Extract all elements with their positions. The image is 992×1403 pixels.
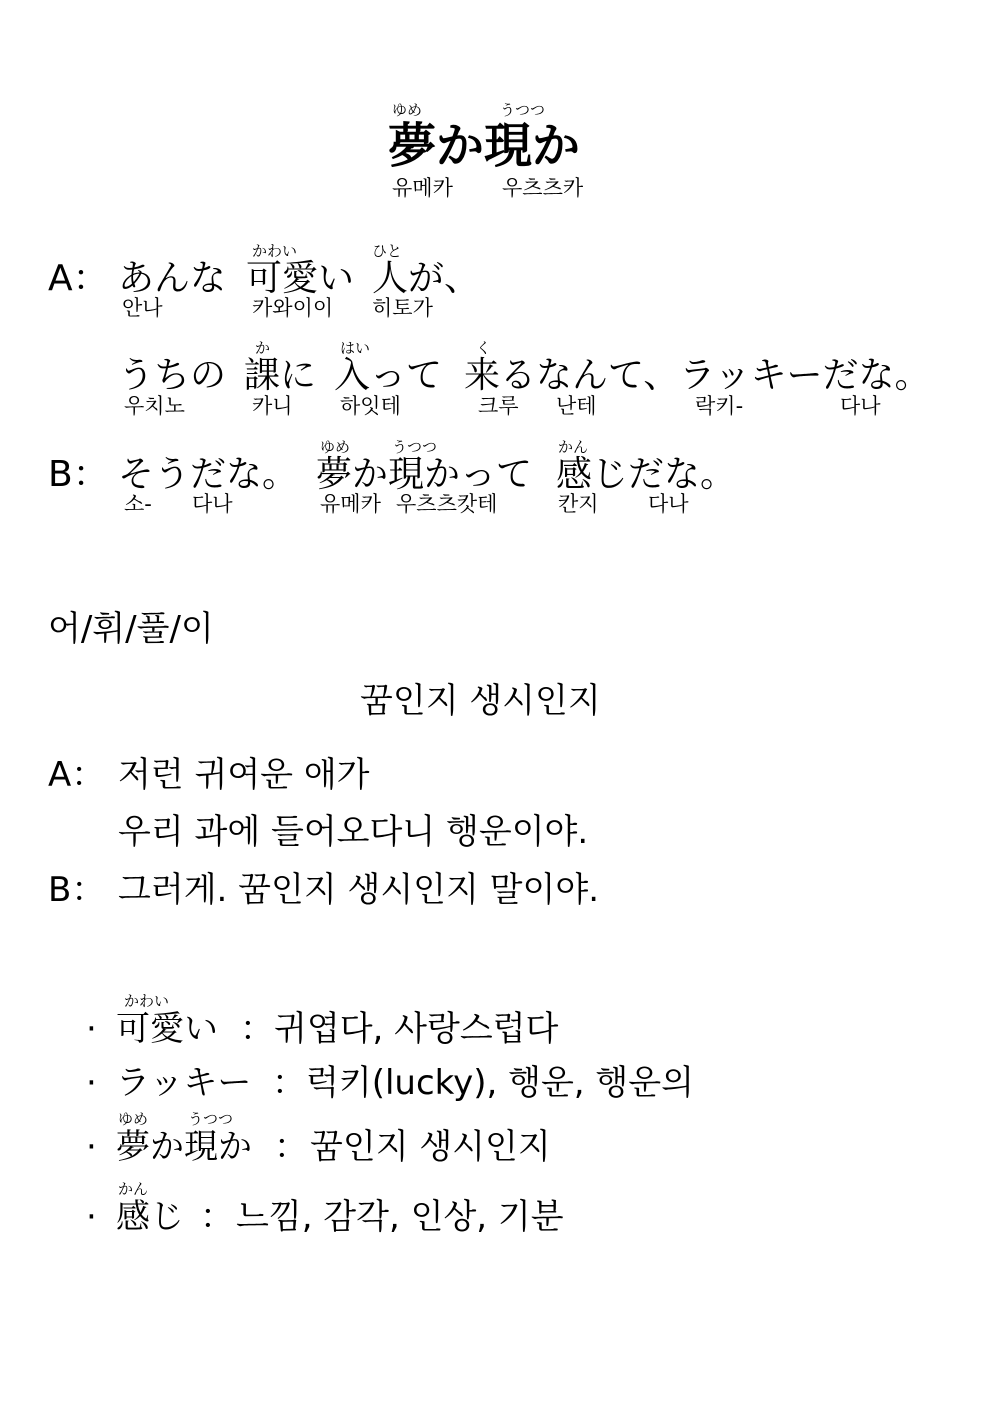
- jp-b1-segment-3: 感じだな。: [556, 454, 737, 495]
- jp-a1-ruby-2: かわい: [252, 242, 298, 260]
- jp-a2-reading-1: 우치노: [124, 394, 185, 418]
- jp-a2-segment-1: うちの: [118, 355, 227, 396]
- jp-a2-ruby-2: か: [255, 339, 271, 357]
- ko-b-line-1: 그러게. 꿈인지 생시인지 말이야.: [118, 870, 600, 910]
- jp-a2-reading-2: 카니: [252, 394, 293, 418]
- jp-b1-reading-3: 유메카: [320, 492, 381, 516]
- jp-a1-segment-3: 人が、: [372, 258, 481, 299]
- vocab-bullet: ·: [86, 1009, 97, 1049]
- vocab-separator: ：: [274, 1127, 308, 1167]
- vocab-term: 感じ: [116, 1197, 184, 1237]
- jp-b1-reading-6: 다나: [648, 492, 689, 516]
- jp-b1-reading-5: 칸지: [558, 492, 599, 516]
- jp-a2-ruby-4: く: [476, 339, 492, 357]
- ko-speaker-b: B：: [48, 870, 106, 910]
- jp-a2-segment-2: 課に: [244, 355, 317, 396]
- jp-a1-segment-1: あんな: [118, 258, 227, 299]
- jp-a2-reading-3: 하잇테: [340, 394, 401, 418]
- jp-a1-ruby-3: ひと: [372, 242, 403, 260]
- title-reading-right: 우츠츠카: [502, 176, 584, 200]
- speaker-b: B：: [48, 454, 109, 495]
- vocab-separator: ：: [272, 1063, 306, 1103]
- jp-b1-reading-1: 소-: [124, 492, 152, 516]
- vocab-bullet: ·: [86, 1127, 97, 1167]
- title-reading-left: 유메카: [392, 176, 453, 200]
- vocab-term: 可愛い: [116, 1009, 218, 1049]
- jp-b1-segment-1: そうだな。: [118, 454, 299, 495]
- vocab-ruby: かん: [118, 1180, 149, 1198]
- vocab-term: ラッキー: [116, 1063, 252, 1103]
- vocab-bullet: ·: [86, 1063, 97, 1103]
- jp-a1-reading-1: 안나: [122, 296, 163, 320]
- jp-b1-ruby-2a: ゆめ: [320, 438, 351, 456]
- vocab-meaning: 느낌, 감각, 인상, 기분: [236, 1197, 564, 1237]
- ko-speaker-a: A：: [48, 755, 106, 795]
- vocab-heading: 어/휘/풀/이: [48, 609, 214, 649]
- vocab-meaning: 럭키(lucky), 행운, 행운의: [306, 1063, 694, 1103]
- title-ruby-yume: ゆめ: [392, 101, 423, 119]
- jp-a2-reading-5: 난테: [556, 394, 597, 418]
- jp-b1-segment-2: 夢か現かって: [316, 454, 533, 495]
- jp-a1-reading-3: 히토가: [372, 296, 433, 320]
- vocab-ruby: かわい: [124, 992, 170, 1010]
- jp-a2-segment-4: 来るなんて、ラッキーだな。: [464, 355, 931, 396]
- vocab-term: 夢か現か: [116, 1127, 252, 1167]
- jp-a2-reading-7: 다나: [840, 394, 881, 418]
- jp-b1-ruby-2b: うつつ: [392, 438, 438, 456]
- speaker-a: A：: [48, 258, 109, 299]
- jp-b1-ruby-3: かん: [558, 438, 589, 456]
- jp-a2-reading-4: 크루: [478, 394, 519, 418]
- jp-a2-reading-6: 락키-: [695, 394, 744, 418]
- jp-a2-ruby-3: はい: [340, 339, 371, 357]
- vocab-ruby: ゆめ: [118, 1110, 149, 1128]
- vocab-meaning: 꿈인지 생시인지: [310, 1127, 551, 1167]
- vocab-separator: ：: [240, 1009, 274, 1049]
- jp-b1-reading-4: 우츠츠캇테: [396, 492, 498, 516]
- title-ruby-utsutsu: うつつ: [500, 101, 546, 119]
- vocab-meaning: 귀엽다, 사랑스럽다: [274, 1009, 559, 1049]
- jp-a1-segment-2: 可愛い: [246, 258, 355, 299]
- vocab-bullet: ·: [86, 1197, 97, 1237]
- jp-b1-reading-2: 다나: [192, 492, 233, 516]
- jp-a1-reading-2: 카와이이: [252, 296, 334, 320]
- page-title: 夢か現か: [388, 118, 581, 174]
- korean-title: 꿈인지 생시인지: [360, 681, 601, 721]
- ko-a-line-1: 저런 귀여운 애가: [118, 755, 370, 795]
- vocab-ruby-2: うつつ: [188, 1110, 234, 1128]
- ko-a-line-2: 우리 과에 들어오다니 행운이야.: [118, 812, 589, 852]
- vocab-separator: ：: [200, 1197, 234, 1237]
- jp-a2-segment-3: 入って: [334, 355, 443, 396]
